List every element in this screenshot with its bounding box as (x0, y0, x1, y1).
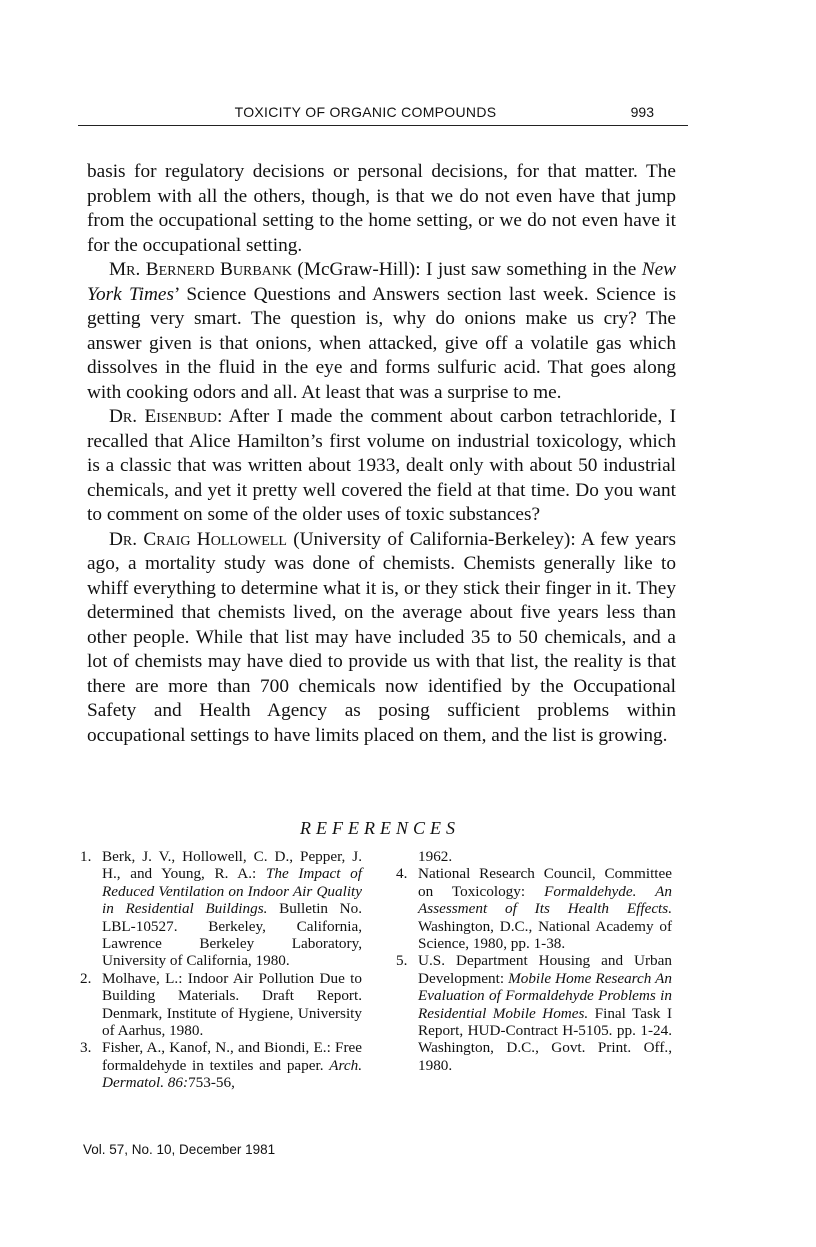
reference-number: 5. (396, 952, 408, 970)
paragraph-2 (87, 258, 676, 405)
paragraph-2-text-a: (McGraw-Hill): I just saw something in the (292, 259, 642, 280)
reference-3 (80, 1039, 362, 1091)
reference-number: 1. (80, 848, 92, 865)
reference-4-title: Formaldehyde. An Assessment of Its Health Effects. (418, 882, 673, 918)
reference-5-authors: U.S. Department Housing and Urban Development: (418, 952, 672, 987)
reference-4 (396, 865, 672, 952)
reference-4-authors: National Research Council, Committee on Toxicology: (418, 865, 672, 900)
reference-5 (396, 952, 672, 1074)
running-title: TOXICITY OF ORGANIC COMPOUNDS (234, 104, 497, 120)
reference-4-source: Washington, D.C., National Academy of Science, 1980, pp. 1-38. (418, 917, 672, 953)
paragraph-1 (87, 160, 676, 258)
reference-number: 2. (80, 969, 92, 987)
reference-1 (80, 848, 362, 970)
speaker-eisenbud: Dr. Eisenbud (109, 406, 217, 427)
publication-title: New York Times (87, 259, 676, 305)
paragraph-2-text-b: ’ Science Questions and Answers section last week. Science is getting very smart. The question is, why do onions make us cry? The answer given is that onions, when attacked, give off a volatile gas which dissolves in the fluid in the eye and forms sulfuric acid. That goes along with cooking odors and all. At least that was a surprise to me. (87, 283, 677, 403)
reference-3-authors: Fisher, A., Kanof, N., and Biondi, E.: Free formaldehyde in textiles and paper. (102, 1039, 362, 1074)
reference-1-authors: Berk, J. V., Hollowell, C. D., Pepper, J. H., and Young, R. A.: (102, 848, 362, 883)
journal-citation: Vol. 57, No. 10, December 1981 (83, 1142, 276, 1157)
reference-2-text: Molhave, L.: Indoor Air Pollution Due to Building Materials. Draft Report. Denmark, Institute of Hygiene, University of Aarhus, 1980. (102, 969, 362, 1040)
paragraph-3-text: : After I made the comment about carbon tetrachloride, I recalled that Alice Hamilton’s first volume on industrial toxicology, which is a classic that was written about 1933, dealt only with about 50 industrial chemicals, and yet it pretty well covered the field at that time. Do you want to comment on some of the older uses of toxic substances? (87, 406, 676, 525)
speaker-burbank: Mr. Bernerd Burbank (109, 259, 292, 280)
references-left-column (80, 848, 362, 1092)
reference-3-continued: 1962. (418, 848, 453, 865)
paragraph-4 (87, 528, 676, 749)
reference-2 (80, 970, 362, 1040)
reference-1-source: Bulletin No. LBL-10527. Berkeley, California, Lawrence Berkeley Laboratory, University of California, 1980. (102, 900, 362, 970)
references-heading: REFERENCES (300, 818, 460, 838)
page-number: 993 (630, 104, 654, 120)
reference-3-pages: 753-56, (188, 1074, 235, 1092)
reference-5-title: Mobile Home Research An Evaluation of Formaldehyde Problems in Residential Mobile Homes. (418, 969, 672, 1022)
paragraph-4-text: (University of California-Berkeley): A few years ago, a mortality study was done of chemists. Chemists generally like to whiff everything to determine what it is, or they stick their finger in it. They determined that chemists lived, on the average about five years less than other people. While that list may have included 35 to 50 chemicals, and a lot of chemists may have died to provide us with that list, the reality is that there are more than 700 chemicals now identified by the Occupational Safety and Health Agency as posing sufficient problems within occupational settings to have limits placed on them, and the list is growing. (87, 528, 676, 746)
references-right-column (396, 848, 672, 1074)
running-header (78, 101, 688, 126)
reference-1-title: The Impact of Reduced Ventilation on Indoor Air Quality in Residential Buildings. (102, 865, 362, 918)
reference-number: 3. (80, 1039, 92, 1057)
reference-3-journal: Arch. Dermatol. 86: (102, 1056, 362, 1092)
body-text (87, 160, 676, 748)
paragraph-3 (87, 405, 676, 528)
paragraph-1-text: basis for regulatory decisions or personal decisions, for that matter. The problem with all the others, though, is that we do not even have that jump from the occupational setting to the home setting, or we do not even have it for the occupational setting. (87, 161, 676, 256)
reference-5-source: Final Task I Report, HUD-Contract H-5105. pp. 1-24. Washington, D.C., Govt. Print. Off., 1980. (418, 1004, 673, 1074)
reference-number: 4. (396, 865, 408, 883)
speaker-hollowell: Dr. Craig Hollowell (109, 528, 287, 550)
